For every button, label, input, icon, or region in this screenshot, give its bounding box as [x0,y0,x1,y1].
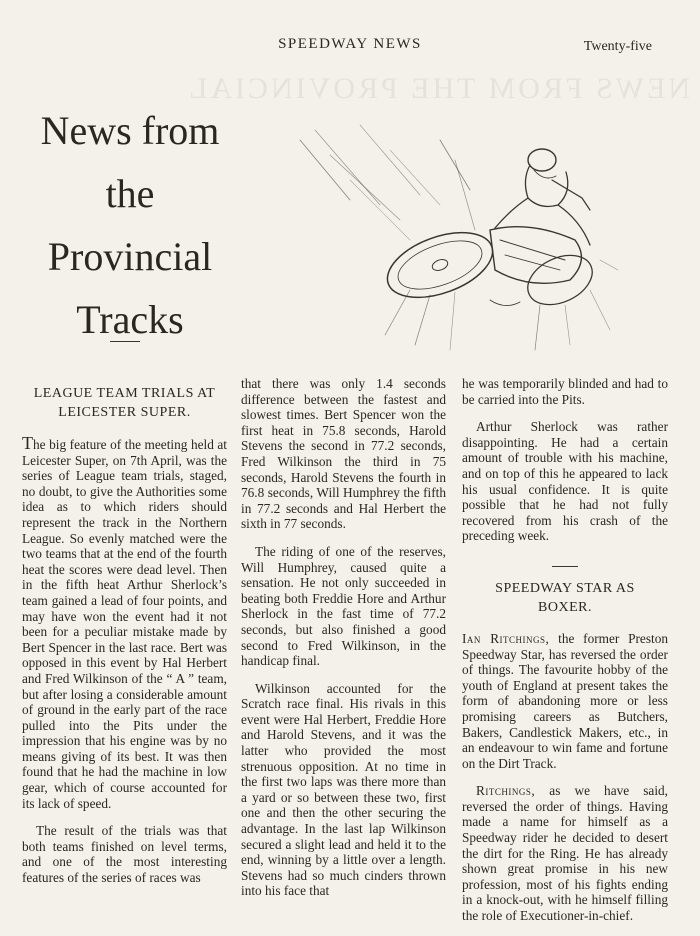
article-paragraph: Ritchings, as we have said, reversed the order of things. Having made a name for himself as a Speedway rider he decided to desert the dirt for the Ring. He has already shown great promise in his new profession, most of his fights ending in a knock-out, with he himself filling the role of Executioner-in-chief. [462,783,668,924]
article-paragraph-continuation: that there was only 1.4 seconds difference between the fastest and slowest times. Bert Spencer won the first heat in 75.8 seconds, Harold Stevens the second in 77.2 seconds, Fred Wilkinson the third in 75 seconds, Harold Stevens the fourth in 76.8 seconds, Will Humphrey the fifth in 77.2 seconds and Hal Herbert the sixth in 77 seconds. [241,376,446,532]
article-paragraph-continued: The result of the trials was that both teams finished on level terms, and one of the most interesting features of the series of races was [22,823,227,886]
column-1 [22,376,227,886]
headline-rule [110,341,140,342]
article-title-boxer: SPEEDWAY STAR AS BOXER. [495,580,635,615]
headline-line-4: Tracks [76,296,184,342]
show-through-text: NEWS FROM THE PROVINCIAL [186,72,690,105]
article-paragraph: Arthur Sherlock was rather disappointing. He had a certain amount of trouble with his machine, and on top of this he appeared to lack his usual confidence. It is quite possible that he had not fully recovered from his crash of the preceding week. [462,419,668,544]
article-paragraph-continued: Wilkinson accounted for the Scratch race final. His rivals in this event were Hal Herbert, Freddie Hore and Harold Stevens, and it was the latter who provided the most strenuous opposition. At no time in the first two laps was there more than a yard or so between these two, first one and then the other securing the advantage. In the last lap Wilkinson secured a slight lead and held it to the end, winning by a little over a length. Stevens had so much cinders thrown into his face that [241,680,446,899]
lead-name: Ritchings, [476,783,536,799]
section-rule [552,566,578,567]
article-paragraph: The riding of one of the reserves, Will Humphrey, caused quite a sensation. He not only succeeded in beating both Freddie Hore and Arthur Sherlock in the fast time of 77.2 seconds, but also finished a good second to Fred Wilkinson, in the handicap final. [241,543,446,669]
page-headline [10,99,250,351]
page-number: Twenty-five [583,39,652,54]
lead-name: Ian Ritchings, [462,630,550,646]
article-title-league-trials: LEAGUE TEAM TRIALS AT LEICESTER SUPER. [33,386,216,420]
speedway-rider-sketch-icon [290,110,620,360]
article-paragraph: Ian Ritchings, the former Preston Speedway Star, has reversed the order of things. The favourite hobby of the youth of England at present takes the form of abandoning more or less promising careers as Butchers, Bakers, Candlestick Makers, etc., in an endeavour to win fame and fortune on the Dirt Track. [462,630,668,771]
article-paragraph-continuation: he was temporarily blinded and had to be carried into the Pits. [462,376,668,407]
headline-line-1: News from [40,107,220,153]
headline-line-3: Provincial [47,233,213,279]
headline-line-2: the [105,170,155,216]
article-paragraph: The big feature of the meeting held at Leicester Super, on 7th April, was the series of League team trials, staged, no doubt, to give the Authorities some idea as to which riders should represent the track in the Northern League. So evenly matched were the two teams that at the end of the fourth heat the scores were dead level. Then in the fifth heat Arthur Sherlock’s team gained a lead of four points, and may have won the event had it not been for a peculiar mistake made by Bert Spencer in the last race. Bert was opposed in this event by Hal Herbert and Fred Wilkinson of the “ A ” team, but after losing a considerable amount of ground in the early part of the race pulled into the Pits under the impression that his engine was by no means giving of its best. It was then found that he had the machine in low gear, which of course accounted for its lack of speed. [22,433,227,811]
column-2 [241,376,446,899]
running-head: SPEEDWAY NEWS [278,36,422,52]
column-3 [462,376,668,936]
